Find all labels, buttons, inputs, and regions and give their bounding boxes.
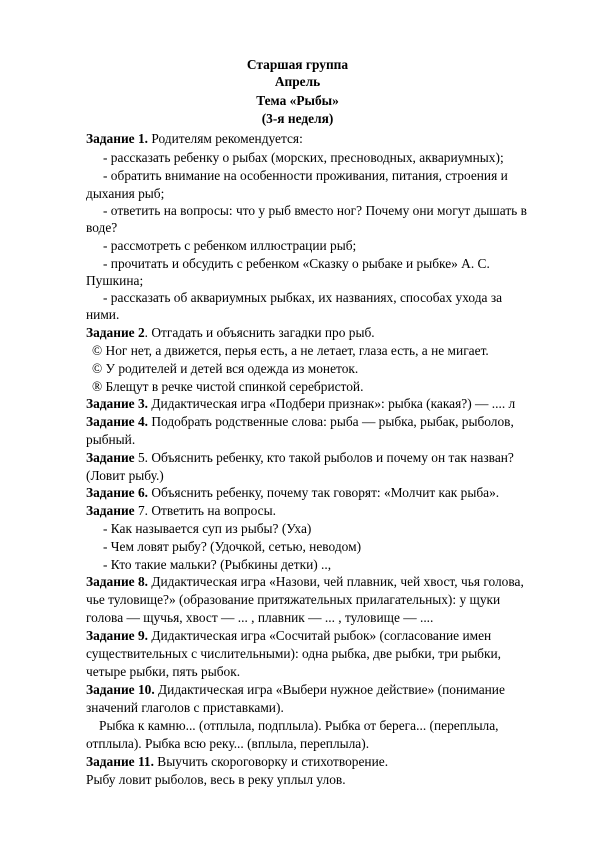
task-2-label: Задание 2 bbox=[86, 325, 145, 340]
task-3-line bbox=[86, 395, 515, 412]
task-5-line bbox=[86, 449, 514, 466]
task-2-text: . Отгадать и объяснить загадки про рыб. bbox=[144, 325, 375, 340]
task-8-line bbox=[86, 573, 524, 590]
task-11-text: Выучить скороговорку и стихотворение. bbox=[153, 754, 389, 769]
header-month: Апрель bbox=[274, 74, 321, 89]
header-week: (3-я неделя) bbox=[261, 111, 334, 126]
task-10-cont-2: Рыбка к камню... (отплыла, подплыла). Рыбка от берега... (переплыла, bbox=[99, 718, 499, 733]
task-6-line bbox=[86, 484, 499, 501]
task-7-line bbox=[86, 502, 276, 519]
task-8-text: Дидактическая игра «Назови, чей плавник, чей хвост, чья голова, bbox=[148, 574, 524, 589]
task-1-item-5a: - прочитать и обсудить с ребенком «Сказку о рыбаке и рыбке» А. С. bbox=[103, 256, 490, 271]
task-7-question-1: - Как называется суп из рыбы? (Уха) bbox=[103, 521, 312, 536]
task-7-question-3: - Кто такие мальки? (Рыбкины детки) .., bbox=[103, 557, 332, 572]
task-1-item-5b: Пушкина; bbox=[86, 273, 144, 288]
task-9-cont-1: существительных с числительными): одна рыбка, две рыбки, три рыбки, bbox=[86, 646, 502, 661]
task-10-cont-1: значений глаголов с приставками). bbox=[86, 700, 284, 715]
task-4-line bbox=[86, 413, 514, 430]
task-3-text: Дидактическая игра «Подбери признак»: рыбка (какая?) — .... л bbox=[148, 396, 516, 411]
task-1-item-6b: ними. bbox=[86, 307, 120, 322]
header-group: Старшая группа bbox=[246, 57, 349, 72]
task-11-cont-1: Рыбу ловит рыболов, весь в реку уплыл улов. bbox=[86, 772, 346, 787]
task-8-cont-2: голова — щучья, хвост — ... , плавник — ... , туловище — .... bbox=[86, 610, 434, 625]
task-1-item-4: - рассмотреть с ребенком иллюстрации рыб; bbox=[103, 238, 357, 253]
header-theme: Тема «Рыбы» bbox=[256, 93, 339, 108]
task-9-text: Дидактическая игра «Сосчитай рыбок» (согласование имен bbox=[148, 628, 492, 643]
task-11-line bbox=[86, 753, 388, 770]
task-7-label: Задание bbox=[86, 503, 135, 518]
task-2-line bbox=[86, 324, 375, 341]
task-11-label: Задание 11. bbox=[86, 754, 154, 769]
task-5-label: Задание bbox=[86, 450, 135, 465]
task-1-item-2b: дыхания рыб; bbox=[86, 186, 165, 201]
task-10-line bbox=[86, 681, 505, 698]
task-7-text: 7. Ответить на вопросы. bbox=[134, 503, 276, 518]
task-5-cont: (Ловит рыбу.) bbox=[86, 468, 164, 483]
task-10-cont-3: отплыла). Рыбка всю реку... (вплыла, переплыла). bbox=[86, 736, 370, 751]
task-1-item-3b: воде? bbox=[86, 220, 118, 235]
task-1-label: Задание 1. bbox=[86, 131, 148, 146]
task-1-item-6a: - рассказать об аквариумных рыбках, их названиях, способах ухода за bbox=[103, 290, 503, 305]
task-4-text: Подобрать родственные слова: рыба — рыбка, рыбак, рыболов, bbox=[148, 414, 514, 429]
task-4-label: Задание 4. bbox=[86, 414, 148, 429]
task-10-label: Задание 10. bbox=[86, 682, 155, 697]
task-1-item-3a: - ответить на вопросы: что у рыб вместо ног? Почему они могут дышать в bbox=[103, 203, 527, 218]
task-9-label: Задание 9. bbox=[86, 628, 148, 643]
task-1-intro: Родителям рекомендуется: bbox=[148, 131, 303, 146]
task-1-item-2a: - обратить внимание на особенности проживания, питания, строения и bbox=[103, 168, 508, 183]
task-9-cont-2: четыре рыбки, пять рыбок. bbox=[86, 664, 241, 679]
task-1-item-1: - рассказать ребенку о рыбах (морских, пресноводных, аквариумных); bbox=[103, 150, 504, 165]
task-8-label: Задание 8. bbox=[86, 574, 148, 589]
task-6-text: Объяснить ребенку, почему так говорят: «Молчит как рыба». bbox=[148, 485, 500, 500]
task-3-label: Задание 3. bbox=[86, 396, 148, 411]
task-6-label: Задание 6. bbox=[86, 485, 148, 500]
task-2-riddle-1: © Ног нет, а движется, перья есть, а не летает, глаза есть, а не мигает. bbox=[92, 343, 489, 358]
task-2-riddle-3: ® Блещут в речке чистой спинкой серебристой. bbox=[92, 379, 364, 394]
task-4-cont: рыбный. bbox=[86, 432, 136, 447]
task-10-text: Дидактическая игра «Выбери нужное действие» (понимание bbox=[154, 682, 505, 697]
task-7-question-2: - Чем ловят рыбу? (Удочкой, сетью, неводом) bbox=[103, 539, 362, 554]
task-1-line bbox=[86, 130, 303, 147]
task-8-cont-1: чье туловище?» (образование притяжательных прилагательных): у щуки bbox=[86, 592, 501, 607]
task-9-line bbox=[86, 627, 491, 644]
task-2-riddle-2: © У родителей и детей вся одежда из монеток. bbox=[92, 361, 359, 376]
task-5-text: 5. Объяснить ребенку, кто такой рыболов и почему он так назван? bbox=[134, 450, 514, 465]
